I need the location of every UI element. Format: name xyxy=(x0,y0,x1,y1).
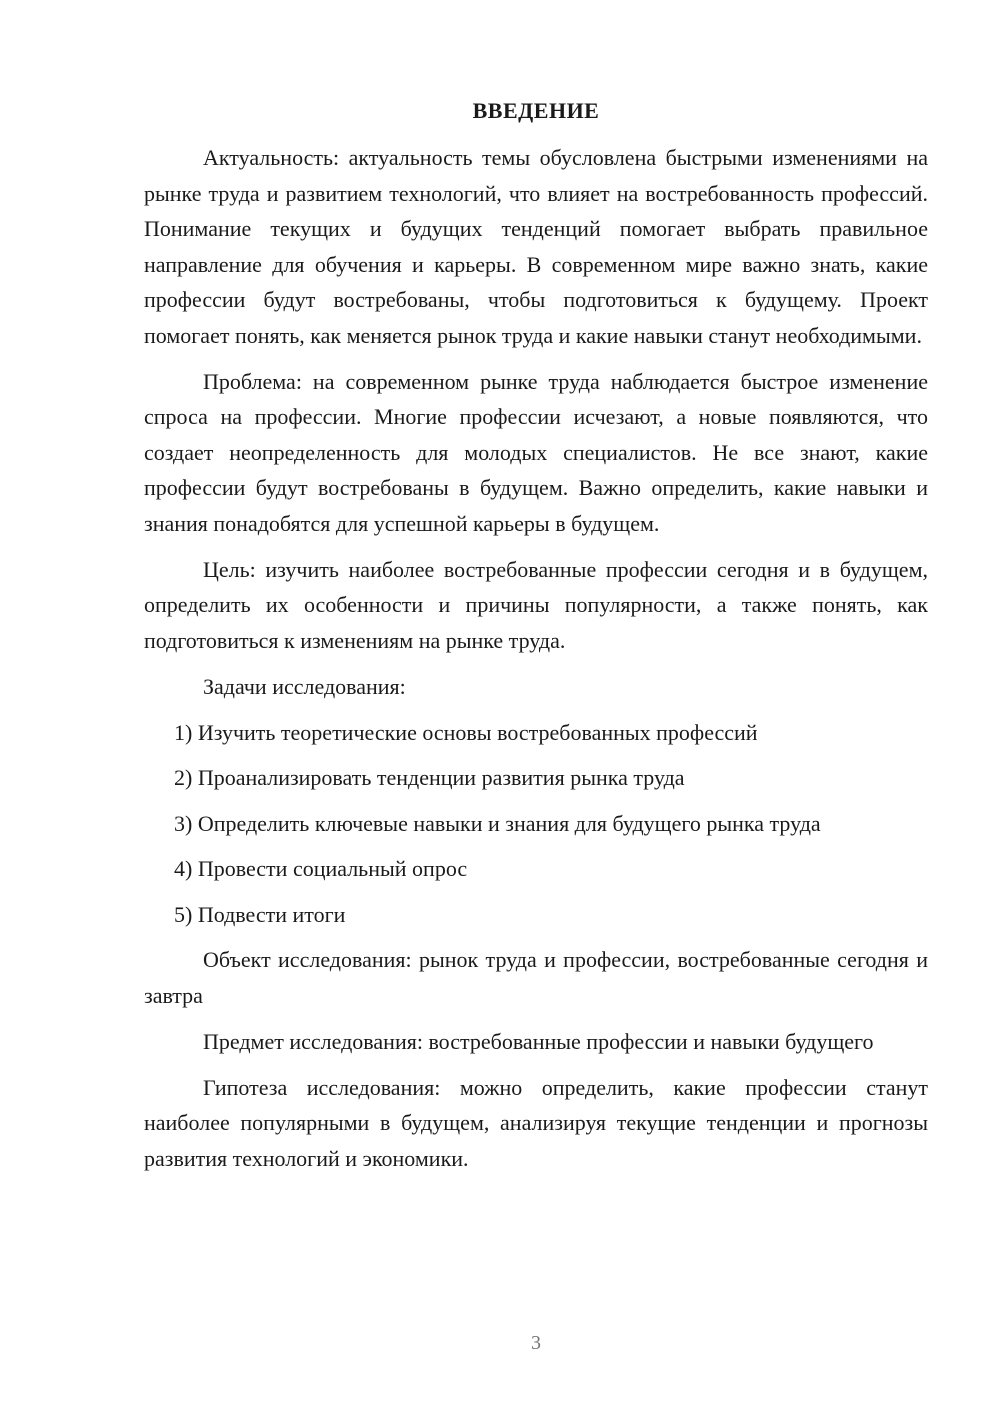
subject-paragraph: Предмет исследования: востребованные профессии и навыки будущего xyxy=(203,1028,874,1054)
page-number: 3 xyxy=(531,1332,541,1354)
hypothesis-paragraph: Гипотеза исследования: можно определить, какие профессии станут наиболее популярными в будущем, анализируя текущие тенденции и прогнозы развития технологий и экономики. xyxy=(144,1074,928,1171)
tasks-heading: Задачи исследования: xyxy=(203,673,406,699)
relevance-paragraph: Актуальность: актуальность темы обусловлена быстрыми изменениями на рынке труда и развитием технологий, что влияет на востребованность профессий. Понимание текущих и будущих тенденций помогает выбрать правильное направление для обучения и карьеры. В современном мире важно знать, какие профессии будут востребованы, чтобы подготовиться к будущему. Проект помогает понять, как меняется рынок труда и какие навыки станут необходимыми. xyxy=(144,145,928,348)
list-item: 4) Провести социальный опрос xyxy=(174,856,468,881)
list-item: 2) Проанализировать тенденции развития рынка труда xyxy=(174,765,685,790)
task-list xyxy=(144,715,928,933)
list-item: 1) Изучить теоретические основы востребованных профессий xyxy=(174,719,758,745)
object-paragraph: Объект исследования: рынок труда и профессии, востребованные сегодня и завтра xyxy=(144,947,928,1008)
list-item: 5) Подвести итоги xyxy=(174,901,346,927)
page-title: ВВЕДЕНИЕ xyxy=(472,98,600,123)
page-content xyxy=(144,96,928,1187)
problem-paragraph: Проблема: на современном рынке труда наблюдается быстрое изменение спроса на профессии. Многие профессии исчезают, а новые появляются, что создает неопределенность для молодых специалистов. Не все знают, какие профессии будут востребованы в будущем. Важно определить, какие навыки и знания понадобятся для успешной карьеры в будущем. xyxy=(144,368,928,536)
list-item: 3) Определить ключевые навыки и знания для будущего рынка труда xyxy=(174,810,821,836)
goal-paragraph: Цель: изучить наиболее востребованные профессии сегодня и в будущем, определить их особенности и причины популярности, а также понять, как подготовиться к изменениям на рынке труда. xyxy=(144,556,928,653)
